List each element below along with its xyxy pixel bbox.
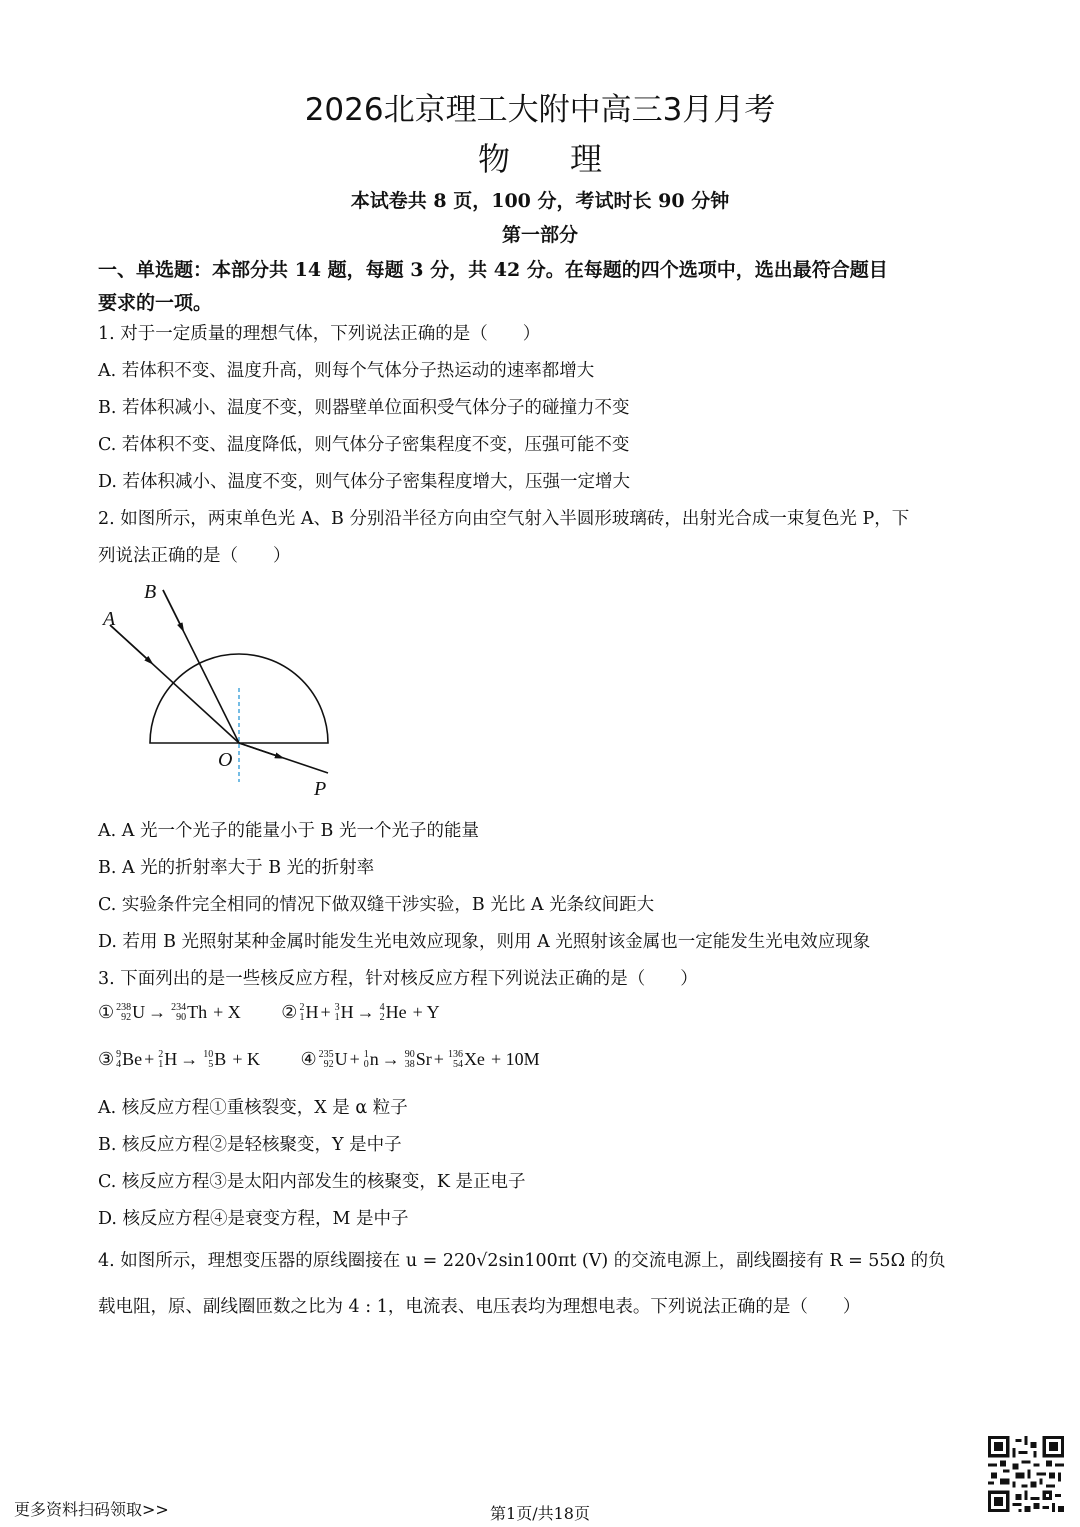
eq2: ② 2 1 H + 3 1 H → 4 2 He + Y: [281, 1001, 440, 1023]
q2-stem-line2: 列说法正确的是（ ）: [98, 546, 291, 566]
q2-stem-line1: 2. 如图所示，两束单色光 A、B 分别沿半径方向由空气射入半圆形玻璃砖，出射光合成一束复色光 P，下: [98, 509, 910, 529]
footer-more-resources[interactable]: 更多资料扫码领取>>: [14, 1500, 169, 1519]
section-heading-line1: 一、单选题：本部分共 14 题，每题 3 分，共 42 分。在每题的四个选项中，选出最符合题目: [98, 259, 888, 281]
ray-b-arrow: [163, 590, 182, 628]
label-o: O: [218, 749, 233, 771]
q4-stem-line2: 载电阻，原、副线圈匝数之比为 4 : 1，电流表、电压表均为理想电表。下列说法正确的是（ ）: [98, 1297, 861, 1317]
q3-option-d: D. 核反应方程④是衰变方程，M 是中子: [98, 1209, 409, 1229]
q2-figure-semicircle-glass: [90, 570, 360, 810]
ray-a-arrow: [110, 625, 150, 662]
q1-option-a: A. 若体积不变、温度升高，则每个气体分子热运动的速率都增大: [98, 361, 595, 381]
label-b: B: [144, 581, 157, 603]
footer-page-number: 第1页/共18页: [490, 1504, 590, 1523]
q3-equations-row1: [98, 1002, 440, 1023]
q1-option-b: B. 若体积减小、温度不变，则器壁单位面积受气体分子的碰撞力不变: [98, 398, 630, 418]
exam-subject: 物理: [477, 140, 662, 178]
ray-p-arrow: [239, 743, 280, 757]
q2-option-b: B. A 光的折射率大于 B 光的折射率: [98, 858, 375, 878]
q2-option-c: C. 实验条件完全相同的情况下做双缝干涉实验，B 光比 A 光条纹间距大: [98, 895, 655, 915]
section-heading-line2: 要求的一项。: [98, 292, 213, 314]
eq1: ① 238 92 U → 234 90 Th + X: [98, 1001, 241, 1023]
label-p: P: [314, 778, 327, 800]
q1-option-d: D. 若体积减小、温度不变，则气体分子密集程度增大，压强一定增大: [98, 472, 631, 492]
q2-option-d: D. 若用 B 光照射某种金属时能发生光电效应现象，则用 A 光照射该金属也一定能发生光电效应现象: [98, 932, 871, 952]
q1-option-c: C. 若体积不变、温度降低，则气体分子密集程度不变，压强可能不变: [98, 435, 630, 455]
q1-stem: 1. 对于一定质量的理想气体，下列说法正确的是（ ）: [98, 324, 541, 344]
eq3: ③ 9 4 Be + 2 1 H → 10 5 B + K: [98, 1048, 260, 1070]
q3-option-c: C. 核反应方程③是太阳内部发生的核聚变，K 是正电子: [98, 1172, 526, 1192]
eq4: ④ 235 92 U + 1 0 n → 90 38 Sr + 136 54 Xe + 10M: [300, 1048, 540, 1070]
q3-option-a: A. 核反应方程①重核裂变，X 是 α 粒子: [98, 1098, 408, 1118]
q3-stem: 3. 下面列出的是一些核反应方程，针对核反应方程下列说法正确的是（ ）: [98, 969, 698, 989]
exam-info: 本试卷共 8 页，100 分，考试时长 90 分钟: [350, 190, 730, 212]
q4-stem-line1: 4. 如图所示，理想变压器的原线圈接在 u = 220√2sin100πt (V) 的交流电源上，副线圈接有 R = 55Ω 的负: [98, 1251, 946, 1271]
q3-equations-row2: [98, 1049, 540, 1070]
part-heading: 第一部分: [501, 224, 578, 246]
exam-title: 2026北京理工大附中高三3月月考: [304, 92, 776, 128]
q3-option-b: B. 核反应方程②是轻核聚变，Y 是中子: [98, 1135, 402, 1155]
label-a: A: [103, 608, 116, 630]
q2-option-a: A. A 光一个光子的能量小于 B 光一个光子的能量: [98, 821, 479, 841]
